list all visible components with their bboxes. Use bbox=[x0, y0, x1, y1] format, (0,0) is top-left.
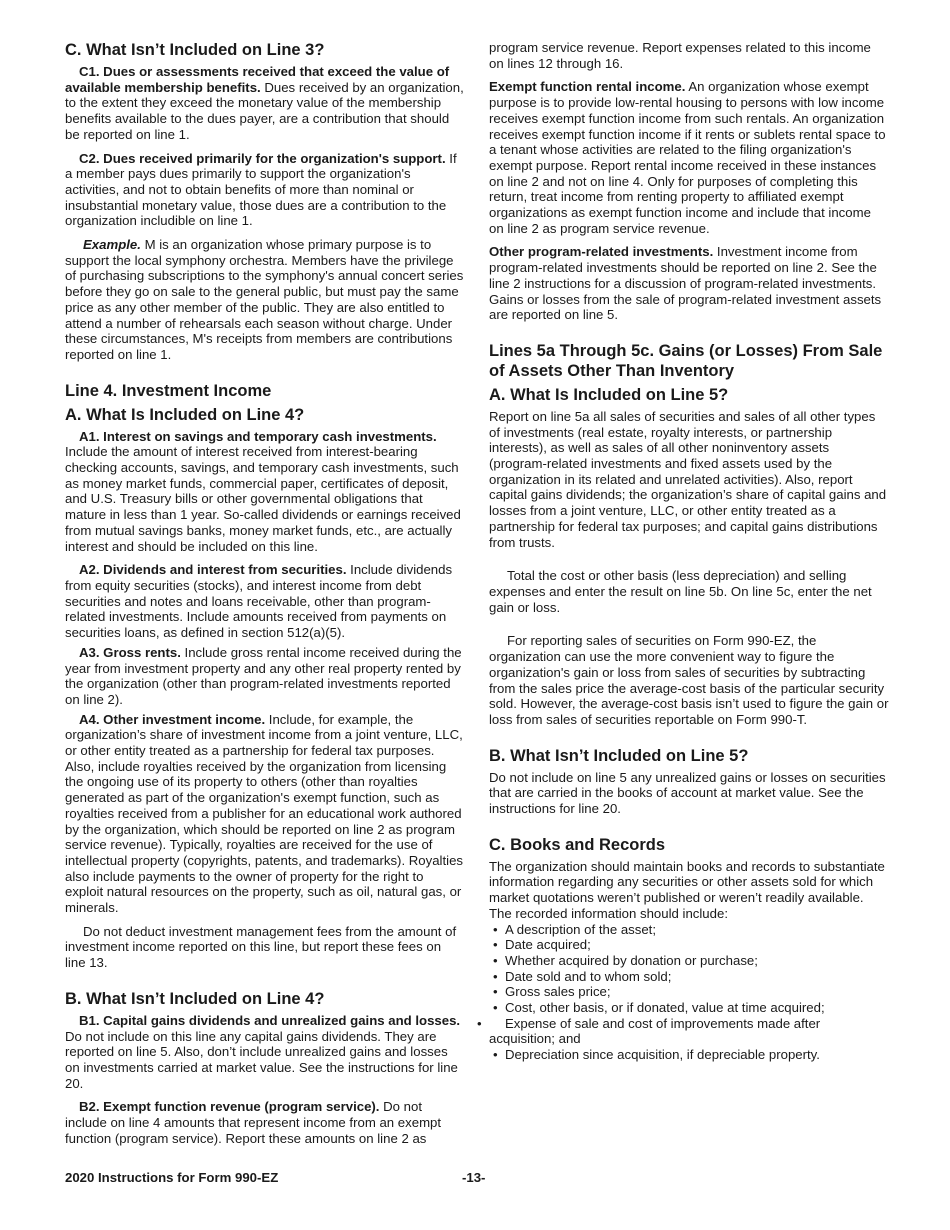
paragraph-c1 bbox=[65, 64, 465, 143]
footer-doc-title: 2020 Instructions for Form 990-EZ bbox=[65, 1170, 279, 1185]
a3-text: Include gross rental income received during the year from investment property and any other real property rented by the organization (other than program-related investments reported on line 2). bbox=[65, 644, 462, 707]
paragraph-fees: Do not deduct investment management fees from the amount of investment income reported on this line, but report these fees on line 13. bbox=[65, 923, 457, 971]
list-item: • Date acquired; bbox=[493, 937, 591, 953]
paragraph-b1 bbox=[65, 1013, 465, 1092]
bullet-icon: • bbox=[493, 984, 498, 1000]
paragraph-c2 bbox=[65, 151, 465, 230]
c1-heading: C1. Dues or assessments received that exceed the value of available membership benefits. bbox=[65, 64, 450, 95]
list-item: • A description of the asset; bbox=[493, 921, 657, 937]
a2-heading: A2. Dividends and interest from securities. bbox=[79, 562, 347, 578]
paragraph-reporting: For reporting sales of securities on Form 990-EZ, the organization can use the more convenient way to figure the organization's gain or loss from sales of securities by subtracting from the sales price the average-cost basis of the particular security sold. However, the average-cost basis isn’t used to figure the gain or loss from sales of securities reportable on Form 990-T. bbox=[489, 633, 889, 727]
section-heading-line4-inclusions: A. What Is Included on Line 4? bbox=[65, 405, 305, 424]
records-bullet-list bbox=[477, 921, 889, 1063]
section-heading-line4: Line 4. Investment Income bbox=[65, 381, 272, 400]
example-label: Example. bbox=[83, 237, 141, 253]
list-item: • Expense of sale and cost of improvements made after acquisition; and bbox=[477, 1015, 821, 1047]
paragraph-b5: Do not include on line 5 any unrealized gains or losses on securities that are carried in the books of account at market value. See the instructions for line 20. bbox=[489, 769, 886, 817]
c2-heading: C2. Dues received primarily for the organization's support. bbox=[79, 150, 446, 166]
example-text: M is an organization whose primary purpose is to support the local symphony orchestra. Members have the privilege of purchasing subscriptions to the symphony's annual concert series before they go on sale to the general public, but must pay the same price as any other member of the public. They are also entitled to attend a number of rehearsals each season without charge. Under these circumstances, M's receipts from members are contributions reported on line 1. bbox=[65, 237, 464, 362]
list-item: • Cost, other basis, or if donated, value at time acquired; bbox=[493, 1000, 825, 1016]
section-heading-line4-exclusions: B. What Isn’t Included on Line 4? bbox=[65, 989, 325, 1008]
c2-text: If a member pays dues primarily to support the organization's activities, and not to obtain benefits of more than nominal or insubstantial monetary value, those dues are a contribution to the organization includible on line 1. bbox=[65, 150, 457, 229]
paragraph-program-related bbox=[489, 244, 889, 323]
b1-heading: B1. Capital gains dividends and unrealized gains and losses. bbox=[79, 1012, 461, 1028]
paragraph-c5: The organization should maintain books and records to substantiate information regarding any securities or other assets sold for which market quotations weren’t published or weren’t readily available. The recorded information should include: bbox=[489, 858, 885, 921]
b1-text: Do not include on this line any capital gains dividends. They are reported on line 5. Also, don’t include unrealized gains and losses on investments carried at market value. See the instructions for line 20. bbox=[65, 1028, 458, 1091]
paragraph-exempt-rental bbox=[489, 79, 889, 236]
c1-text: Dues received by an organization, to the extent they exceed the monetary value of the membership benefits available to the dues payer, are a contribution that should be reported on line 1. bbox=[65, 79, 464, 142]
paragraph-a3 bbox=[65, 645, 465, 708]
list-item: • Date sold and to whom sold; bbox=[493, 968, 672, 984]
paragraph-continuation: program service revenue. Report expenses related to this income on lines 12 through 16. bbox=[489, 40, 871, 71]
section-heading-line3-exclusions: C. What Isn’t Included on Line 3? bbox=[65, 41, 325, 59]
footer-page-number: -13- bbox=[462, 1170, 486, 1185]
b2-text: Do not include on line 4 amounts that represent income from an exempt function (program service). Report these amounts on line 2 as bbox=[65, 1099, 442, 1146]
section-heading-line5-exclusions: B. What Isn’t Included on Line 5? bbox=[489, 746, 749, 765]
paragraph-a5: Report on line 5a all sales of securities and sales of all other types of investments (real estate, royalty interests, or partnership interests), as well as sales of all other noninventory assets (program-related investments and fixed assets used by the organization in its related and unrelated activities). Also, report capital gains dividends; the organization’s share of capital gains and losses from a joint venture, LLC, or other entity treated as a partnership for federal tax purposes; and capital gains distributions from trusts. bbox=[489, 408, 887, 550]
a1-heading: A1. Interest on savings and temporary cash investments. bbox=[79, 428, 437, 444]
paragraph-example bbox=[65, 237, 465, 363]
section-heading-books-records: C. Books and Records bbox=[489, 835, 666, 854]
list-item: • Gross sales price; bbox=[493, 984, 611, 1000]
bullet-icon: • bbox=[493, 921, 498, 937]
rental-text: An organization whose exempt purpose is to provide low-rental housing to persons with low income receives exempt function income from such rentals. An organization receives exempt function income if it rents or sublets rental space to a tenant whose activities are related to the filing organization's exempt purpose. Report rental income received in these instances on line 2 and not on line 4. Only for purposes of completing this return, treat income from renting property to affiliated exempt organizations as exempt function income and include that income on line 2 as program service revenue. bbox=[489, 79, 886, 236]
bullet-icon: • bbox=[493, 1000, 498, 1016]
bullet-icon: • bbox=[477, 1015, 482, 1031]
paragraph-a1 bbox=[65, 429, 465, 555]
bullet-icon: • bbox=[493, 1047, 498, 1063]
b2-heading: B2. Exempt function revenue (program service). bbox=[79, 1099, 380, 1115]
left-column bbox=[65, 40, 465, 1154]
opri-heading: Other program-related investments. bbox=[489, 244, 714, 260]
bullet-icon: • bbox=[493, 968, 498, 984]
a3-heading: A3. Gross rents. bbox=[79, 644, 181, 660]
paragraph-b2 bbox=[65, 1099, 465, 1146]
paragraph-total: Total the cost or other basis (less depreciation) and selling expenses and enter the result on line 5b. On line 5c, enter the net gain or loss. bbox=[489, 568, 872, 615]
bullet-icon: • bbox=[493, 937, 498, 953]
list-item: • Depreciation since acquisition, if depreciable property. bbox=[493, 1047, 820, 1063]
a2-text: Include dividends from equity securities (stocks), and interest income from debt securities and notes and loans receivable, other than program-related investments. Include amounts received from payments on securities loans, as defined in section 512(a)(5). bbox=[65, 562, 453, 641]
section-heading-line5: Lines 5a Through 5c. Gains (or Losses) From Sale of Assets Other Than Inventory bbox=[489, 341, 883, 380]
list-item: • Whether acquired by donation or purchase; bbox=[493, 952, 758, 968]
right-column bbox=[477, 40, 889, 1063]
a4-heading: A4. Other investment income. bbox=[79, 711, 266, 727]
rental-heading: Exempt function rental income. bbox=[489, 79, 686, 95]
a4-text: Include, for example, the organization’s share of investment income from a joint venture, LLC, or other entity treated as a partnership for federal tax purposes. Also, include royalties received by the organization from licensing the ongoing use of its property to others (other than royalties generated as part of the organization's exempt function, such as royalties received from a publisher for an educational work authored by the organization, which should be reported on line 2 as program service revenue). Typically, royalties are received for the use of intellectual property (copyrights, patents, and trademarks). Royalties also include payments to the owner of property for the right to exploit natural resources on the property, such as oil, natural gas, or minerals. bbox=[65, 711, 464, 916]
opri-text: Investment income from program-related investments should be reported on line 2. See the line 2 instructions for a discussion of program-related investments. Gains or losses from the sale of program-related investment assets are reported on line 5. bbox=[489, 244, 882, 323]
section-heading-line5-inclusions: A. What Is Included on Line 5? bbox=[489, 385, 729, 404]
a1-text: Include the amount of interest received from interest-bearing checking accounts, savings, and temporary cash investments, such as money market funds, commercial paper, certificates of deposit, and U.S. Treasury bills or other governmental obligations that mature in less than 1 year. So-called dividends or earnings received from mutual savings banks, money market funds, etc., are actually interest and should be included on this line. bbox=[65, 444, 461, 554]
bullet-icon: • bbox=[493, 952, 498, 968]
paragraph-a4 bbox=[65, 712, 465, 916]
paragraph-a2 bbox=[65, 562, 465, 641]
